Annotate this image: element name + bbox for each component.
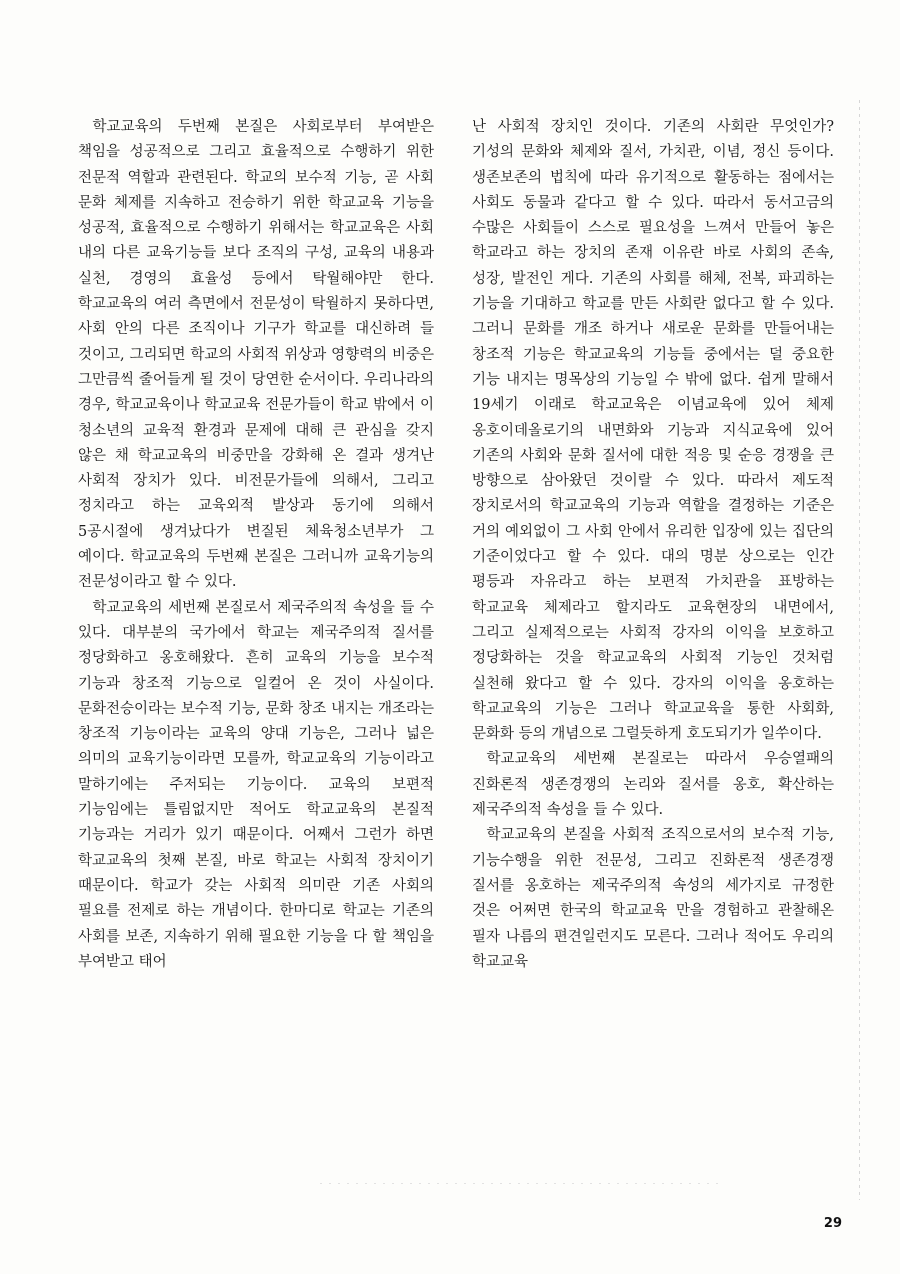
paragraph: 학교교육의 세번째 본질로는 따라서 우승열패의 진화론적 생존경쟁의 논리와 질서를 옹호, 확산하는 제국주의적 속성을 들 수 있다. <box>472 751 834 819</box>
paragraph: 학교교육의 본질을 사회적 조직으로서의 보수적 기능, 기능수행을 위한 전문성, 그리고 진화론적 생존경쟁 질서를 옹호하는 제국주의적 속성의 세가지로 규정한 것은 어쩌면 한국의 학교교육 만을 경험하고 관찰해온 필자 나름의 편견일런지도 모른다. 그러나 적어도 우리의 학교교육 <box>472 827 834 970</box>
left-text-column <box>78 115 434 975</box>
paragraph-continued: 난 사회적 장치인 것이다. 기존의 사회란 무엇인가? 기성의 문화와 체제와 질서, 가치관, 이념, 정신 등이다. 생존보존의 법칙에 따라 유기적으로 활동하는 점에서는 사회도 동물과 같다고 할 수 있다. 따라서 동서고금의 수많은 사회들이 스스로 필요성을 느껴서 만들어 놓은 학교라고 하는 장치의 존재 이유란 바로 사회의 존속, 성장, 발전인 게다. 기존의 사회를 해체, 전복, 파괴하는 기능을 기대하고 학교를 만든 사회란 없다고 할 수 있다. 그러니 문화를 개조 하거나 새로운 문화를 만들어내는 창조적 기능은 학교교육의 기능들 중에서는 덜 중요한 기능 내지는 명목상의 기능일 수 밖에 없다. 쉽게 말해서 19세기 이래로 학교교육은 이념교육에 있어 체제 옹호이데올로기의 내면화와 기능과 지식교육에 있어 기존의 사회와 문화 질서에 대한 적응 및 순응 경쟁을 큰 방향으로 삼아왔던 것이랄 수 있다. 따라서 제도적 장치로서의 학교교육의 기능과 역할을 결정하는 기준은 거의 예외없이 그 사회 안에서 유리한 입장에 있는 집단의 기준이었다고 할 수 있다. 대의 명분 상으로는 인간 평등과 자유라고 하는 보편적 가치관을 표방하는 학교교육 체제라고 할지라도 교육현장의 내면에서, 그리고 실제적으로는 사회적 강자의 이익을 보호하고 정당화하는 것을 학교교육의 사회적 기능인 것처럼 실천해 왔다고 할 수 있다. 강자의 이익을 옹호하는 학교교육의 기능은 그러나 학교교육을 통한 사회화, 문화화 등의 개념으로 그럴듯하게 호도되기가 일쑤이다. <box>472 119 834 743</box>
scan-bottom-line <box>320 1183 720 1184</box>
scan-edge-line <box>859 100 860 1200</box>
paragraph: 학교교육의 두번째 본질은 사회로부터 부여받은 책임을 성공적으로 그리고 효율적으로 수행하기 위한 전문적 역할과 관련된다. 학교의 보수적 기능, 곧 사회 문화 체제를 지속하고 전승하기 위한 학교교육 기능을 성공적, 효율적으로 수행하기 위해서는 학교교육은 사회 내의 다른 교육기능들 보다 조직의 구성, 교육의 내용과 실천, 경영의 효율성 등에서 탁월해야만 한다. 학교교육의 여러 측면에서 전문성이 탁월하지 못하다면, 사회 안의 다른 조직이나 기구가 학교를 대신하려 들 것이고, 그리되면 학교의 사회적 위상과 영향력의 비중은 그만큼씩 줄어들게 될 것이 당연한 순서이다. 우리나라의 경우, 학교교육이나 학교교육 전문가들이 학교 밖에서 이 청소년의 교육적 환경과 문제에 대해 큰 관심을 갖지 않은 채 학교교육의 비중만을 강화해 온 결과 생겨난 사회적 장치가 있다. 비전문가들에 의해서, 그리고 정치라고 하는 교육외적 발상과 동기에 의해서 5공시절에 생겨났다가 변질된 체육청소년부가 그 예이다. 학교교육의 두번째 본질은 그러니까 교육기능의 전문성이라고 할 수 있다. <box>78 119 434 591</box>
right-text-column <box>472 115 834 975</box>
paragraph: 학교교육의 세번째 본질로서 제국주의적 속성을 들 수 있다. 대부분의 국가에서 학교는 제국주의적 질서를 정당화하고 옹호해왔다. 흔히 교육의 기능을 보수적 기능과 창조적 기능으로 일컬어 온 것이 사실이다. 문화전승이라는 보수적 기능, 문화 창조 내지는 개조라는 창조적 기능이라는 교육의 양대 기능은, 그러나 넓은 의미의 교육기능이라면 모를까, 학교교육의 기능이라고 말하기에는 주저되는 기능이다. 교육의 보편적 기능임에는 틀림없지만 적어도 학교교육의 본질적 기능과는 거리가 있기 때문이다. 어째서 그런가 하면 학교교육의 첫째 본질, 바로 학교는 사회적 장치이기 때문이다. 학교가 갖는 사회적 의미란 기존 사회의 필요를 전제로 하는 개념이다. 한마디로 학교는 기존의 사회를 보존, 지속하기 위해 필요한 기능을 다 할 책임을 부여받고 태어 <box>78 599 434 970</box>
page-number: 29 <box>823 1216 842 1231</box>
